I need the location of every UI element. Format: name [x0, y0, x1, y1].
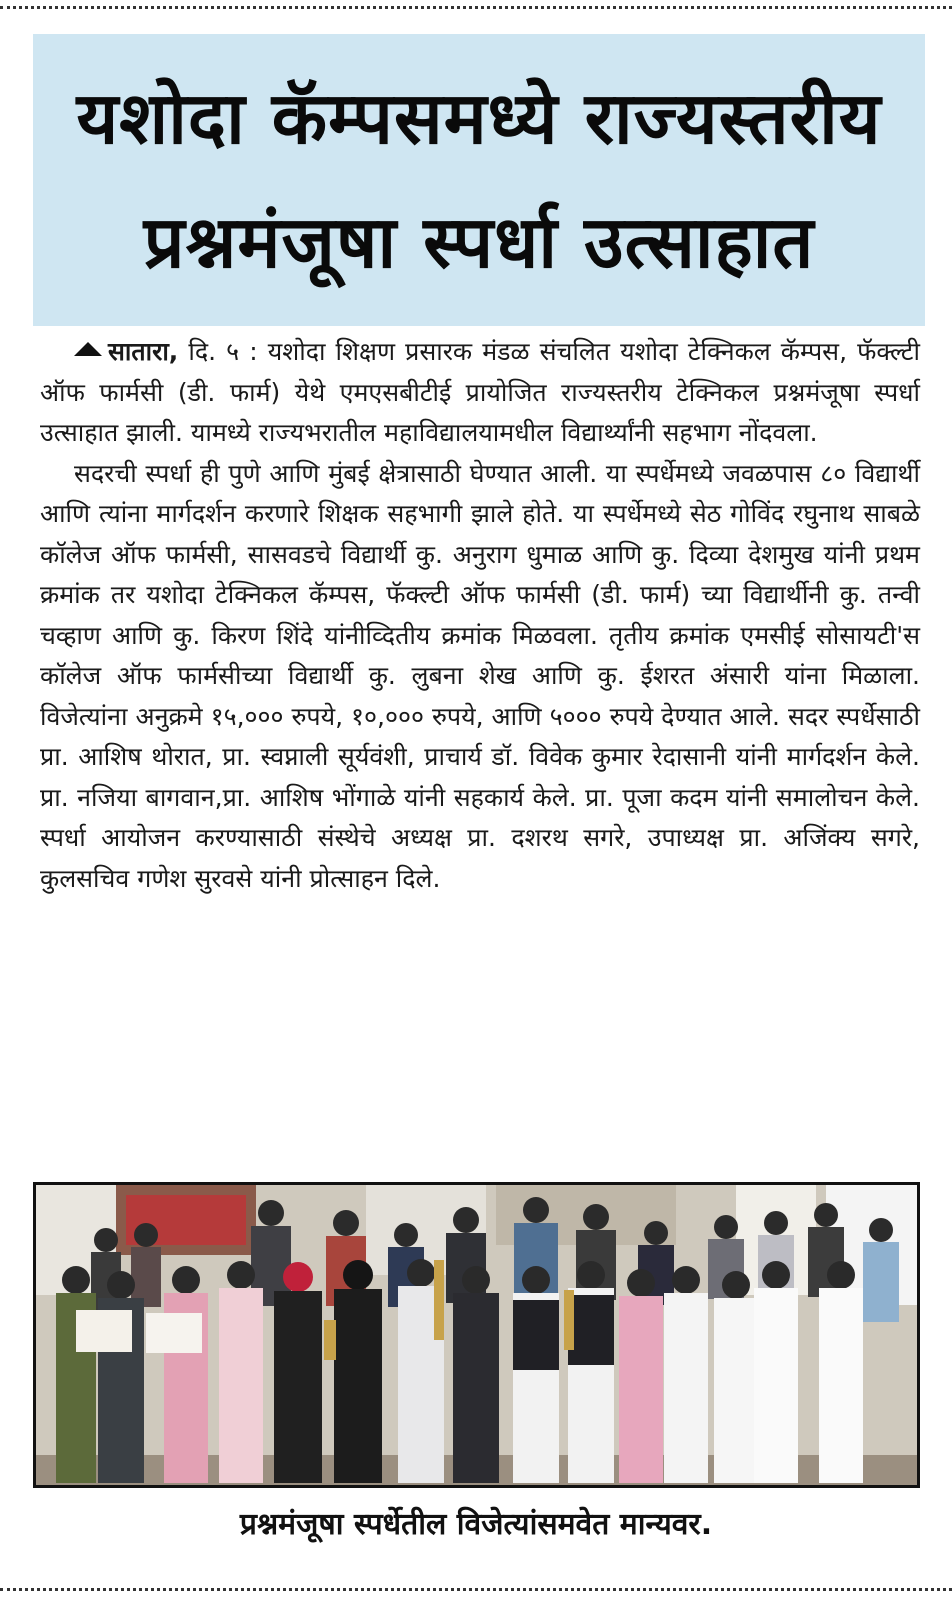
article-body: [40, 332, 920, 899]
bottom-dotted-rule: [0, 1588, 952, 1591]
article-paragraph-2: सदरची स्पर्धा ही पुणे आणि मुंबई क्षेत्रासाठी घेण्यात आली. या स्पर्धेमध्ये जवळपास ८० विद्यार्थी आणि त्यांना मार्गदर्शन करणारे शिक्षक सहभागी झाले होते. या स्पर्धेमध्ये सेठ गोविंद रघुनाथ साबळे कॉलेज ऑफ फार्मसी, सासवडचे विद्यार्थी कु. अनुराग धुमाळ आणि कु. दिव्या देशमुख यांनी प्रथम क्रमांक तर यशोदा टेक्निकल कॅम्पस, फॅक्ल्टी ऑफ फार्मसी (डी. फार्म) च्या विद्यार्थीनी कु. तन्वी चव्हाण आणि कु. किरण शिंदे यांनीव्दितीय क्रमांक मिळवला. तृतीय क्रमांक एमसीई सोसायटी'स कॉलेज ऑफ फार्मसीच्या विद्यार्थी कु. लुबना शेख आणि कु. ईशरत अंसारी यांना मिळाला. विजेत्यांना अनुक्रमे १५,००० रुपये, १०,००० रुपये, आणि ५००० रुपये देण्यात आले. सदर स्पर्धेसाठी प्रा. आशिष थोरात, प्रा. स्वप्नाली सूर्यवंशी, प्राचार्य डॉ. विवेक कुमार रेदासानी यांनी मार्गदर्शन केले. प्रा. नजिया बागवान,प्रा. आशिष भोंगाळे यांनी सहकार्य केले. प्रा. पूजा कदम यांनी समालोचन केले. स्पर्धा आयोजन करण्यासाठी संस्थेचे अध्यक्ष प्रा. दशरथ सगरे, उपाध्यक्ष प्रा. अजिंक्य सगरे, कुलसचिव गणेश सुरवसे यांनी प्रोत्साहन दिले.: [40, 458, 920, 893]
group-photo: [33, 1182, 920, 1488]
paragraph-1-text: दि. ५ : यशोदा शिक्षण प्रसारक मंडळ संचलित यशोदा टेक्निकल कॅम्पस, फॅक्ल्टी ऑफ फार्मसी (डी. फार्म) येथे एमएसबीटीई प्रायोजित राज्यस्तरीय टेक्निकल प्रश्नमंजूषा स्पर्धा उत्साहात झाली. यामध्ये राज्यभरातील महाविद्यालयामधील विद्यार्थ्यांनी सहभाग नोंदवला.: [40, 337, 920, 447]
headline-box: [33, 34, 925, 326]
triangle-icon: [74, 342, 102, 356]
top-dotted-rule: [0, 6, 952, 9]
headline-line-2: प्रश्नमंजूषा स्पर्धा उत्साहात: [143, 200, 815, 284]
headline-line-1: यशोदा कॅम्पसमध्ये राज्यस्तरीय: [76, 76, 882, 160]
dateline: सातारा,: [108, 337, 179, 366]
photo-caption: प्रश्नमंजूषा स्पर्धेतील विजेत्यांसमवेत मान्यवर.: [239, 1507, 713, 1542]
article-paragraph-1: [40, 332, 920, 454]
